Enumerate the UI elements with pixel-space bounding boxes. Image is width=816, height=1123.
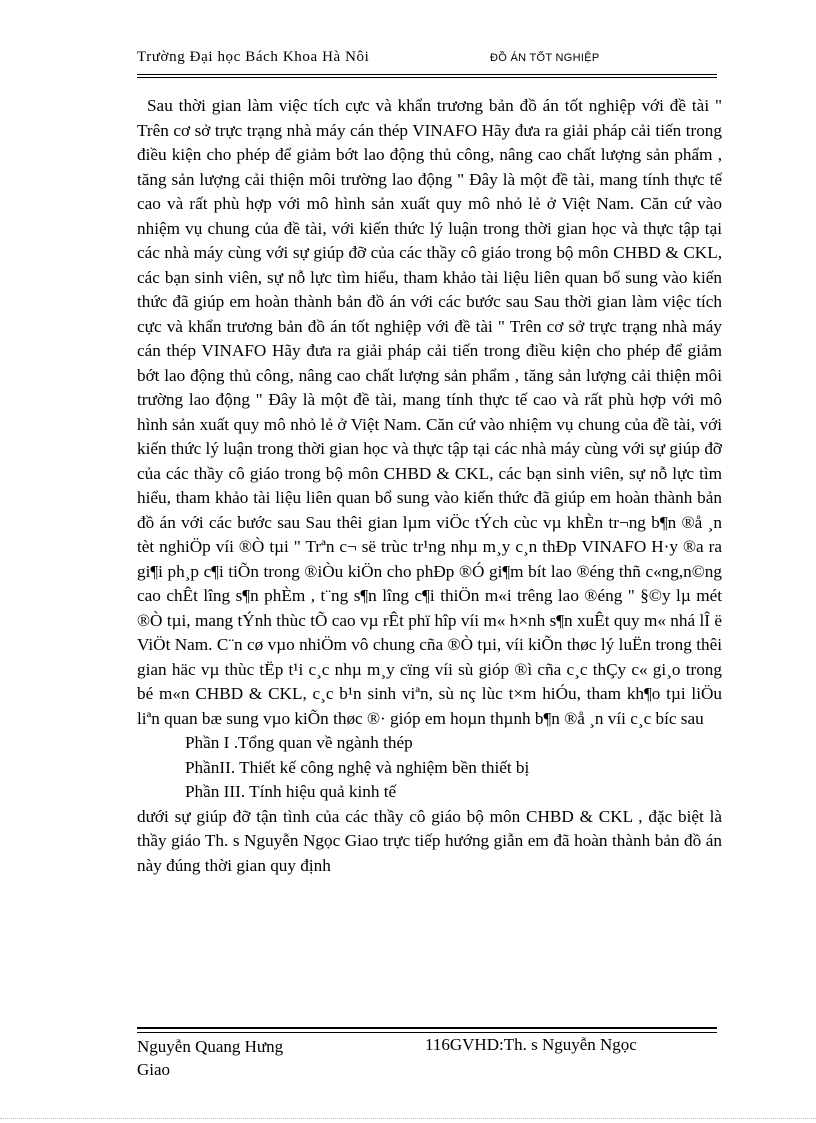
footer-author-line-1: Nguyễn Quang Hưng <box>137 1037 284 1056</box>
section-item-1: Phần I .Tổng quan về ngành thép <box>185 733 413 752</box>
footer-author <box>137 1035 283 1081</box>
footer-rule-top <box>137 1027 717 1029</box>
section-item-2: PhầnII. Thiết kế công nghệ và nghiệm bền thiết bị <box>185 757 530 777</box>
header-rule-bottom <box>137 77 717 78</box>
main-paragraph: Sau thời gian làm việc tích cực và khẩn trương bản đồ án tốt nghiệp với đề tài " Trên cơ sở trực trạng nhà máy cán thép VINAFO Hãy đưa ra giải pháp cải tiến trong điều kiện cho phép để giảm bớt lao động thủ công, nâng cao chất lượng sản phẩm , tăng sản lượng cải thiện môi trường lao động " Đây là một đề tài, mang tính thực tế cao và rất phù hợp với mô hình sản xuất quy mô nhỏ lẻ ở Việt Nam. Căn cứ vào nhiệm vụ chung của đề tài, với kiến thức lý luận trong thời gian học và thực tập tại các nhà máy cùng với sự giúp đỡ của các thầy cô giáo trong bộ môn CHBD & CKL, các bạn sinh viên, sự nỗ lực tìm hiểu, tham khảo tài liệu liên quan bổ sung vào kiến thức đã giúp em hoàn thành bản đồ án với các bước sau Sau thời gian làm việc tích cực và khẩn trương bản đồ án tốt nghiệp với đề tài " Trên cơ sở trực trạng nhà máy cán thép VINAFO Hãy đưa ra giải pháp cải tiến trong điều kiện cho phép để giảm bớt lao động thủ công, nâng cao chất lượng sản phẩm , tăng sản lượng cải thiện môi trường lao động " Đây là một đề tài, mang tính thực tế cao và rất phù hợp với mô hình sản xuất quy mô nhỏ lẻ ở Việt Nam. Căn cứ vào nhiệm vụ chung của đề tài, với kiến thức lý luận trong thời gian học và thực tập tại các nhà máy cùng với sự giúp đỡ của các thầy cô giáo trong bộ môn CHBD & CKL, các bạn sinh viên, sự nỗ lực tìm hiểu, tham khảo tài liệu liên quan bổ sung vào kiến thức đã giúp em hoàn thành bản đồ án với các bước sau Sau thêi gian lµm viÖc tÝch cùc vµ khÈn tr¬ng b¶n ®å ¸n tèt nghiÖp víi ®Ò tµi " Trªn c¬ së trùc tr¹ng nhµ m¸y c¸n thÐp VINAFO H·y ®a ra gi¶i ph¸p c¶i tiÕn trong ®iÒu kiÖn cho phÐp ®Ó gi¶m bít lao ®éng thñ c«ng,n©ng cao chÊt lîng s¶n phÈm , t¨ng s¶n lîng c¶i thiÖn m«i trêng lao ®éng " §©y lµ mét ®Ò tµi, mang tÝnh thùc tÕ cao vµ rÊt phï hîp víi m« h×nh s¶n xuÊt quy m« nhá lÎ ë ViÖt Nam. C¨n cø vµo nhiÖm vô chung cña ®Ò tµi, víi kiÕn thøc lý luËn trong thêi gian häc vµ thùc tËp t¹i c¸c nhµ m¸y cïng víi sù gióp ®ì cña c¸c thÇy c« gi¸o trong bé m«n CHBD & CKL, c¸c b¹n sinh viªn, sù nç lùc t×m hiÓu, tham kh¶o tµi liÖu liªn quan bæ sung vµo kiÕn thøc ®· gióp em hoµn thµnh b¶n ®å ¸n víi c¸c bíc sau <box>137 96 722 728</box>
footer-page-advisor: 116GVHD:Th. s Nguyễn Ngọc <box>425 1035 637 1054</box>
header-rule-top <box>137 74 717 75</box>
header-school-name: Trường Đại học Bách Khoa Hà Nôi <box>137 49 370 65</box>
header-document-type: ĐỒ ÁN TỐT NGHIỆP <box>490 52 600 64</box>
section-item-3: Phần III. Tính hiệu quả kinh tế <box>185 782 397 801</box>
footer-rule-bottom <box>137 1032 717 1033</box>
footer-author-line-2: Giao <box>137 1060 171 1079</box>
page-bottom-dotted-border <box>0 1118 816 1119</box>
closing-paragraph: dưới sự giúp đỡ tận tình của các thầy cô giáo bộ môn CHBD & CKL , đặc biệt là thầy giáo Th. s Nguyễn Ngọc Giao trực tiếp hướng giẫn em đã hoàn thành bản đồ án này đúng thời gian quy định <box>137 806 722 875</box>
document-body <box>137 94 722 878</box>
